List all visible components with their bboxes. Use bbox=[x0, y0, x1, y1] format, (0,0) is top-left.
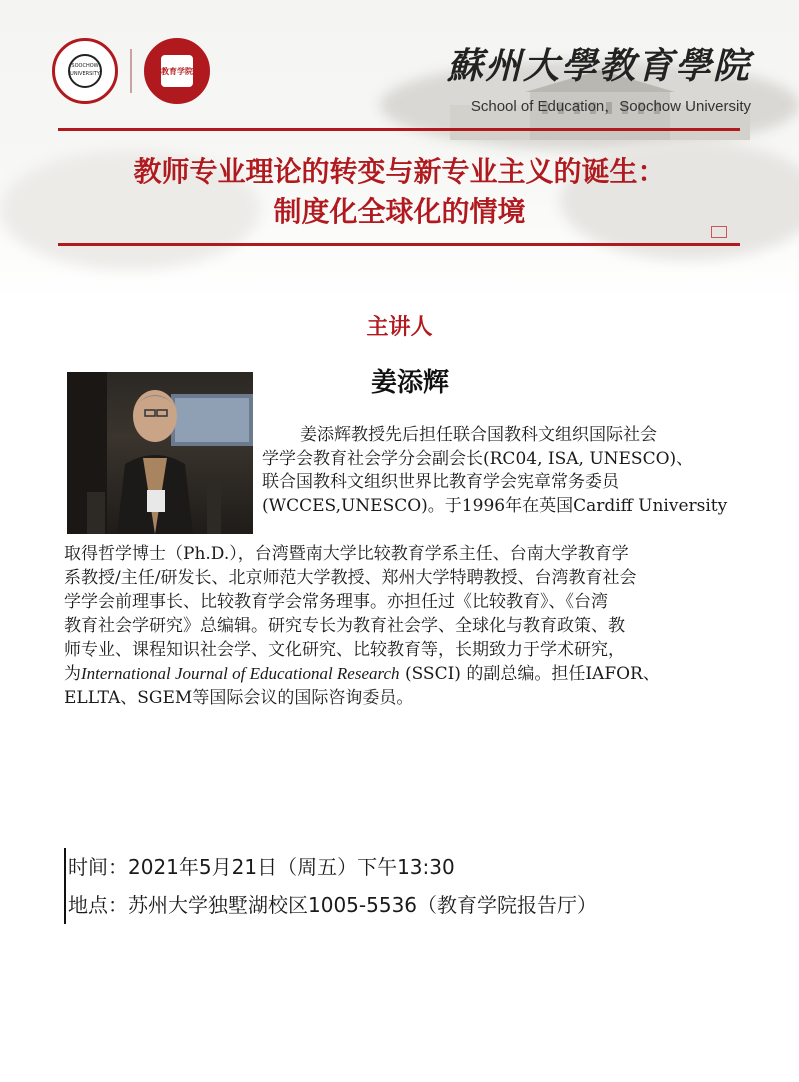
school-name-chinese: 蘇州大學教育學院 bbox=[446, 45, 751, 87]
speaker-name: 姜添辉 bbox=[370, 368, 449, 398]
journal-suffix: (SSCI) 的副总编。担任IAFOR、 bbox=[399, 664, 660, 684]
school-name-english: School of Education，Soochow University bbox=[470, 98, 751, 115]
logo2-core bbox=[161, 55, 193, 87]
bio-top-line-3: 联合国教科文组织世界比教育学会宪章常务委员 bbox=[262, 472, 619, 492]
bio-top-line-1-text: 姜添辉教授先后担任联合国教科文组织国际社会 bbox=[300, 425, 657, 445]
logo-group bbox=[52, 38, 210, 104]
header-banner bbox=[0, 0, 799, 300]
lecture-title-line1: 教师专业理论的转变与新专业主义的诞生： bbox=[133, 155, 666, 188]
logo-divider bbox=[130, 49, 132, 93]
bio-top-line-1 bbox=[262, 424, 762, 448]
school-name-block bbox=[447, 38, 751, 116]
bio-line-8: 教育社会学研究》总编辑。研究专长为教育社会学、全球化与教育政策、教 bbox=[64, 616, 625, 636]
logo2-text: 教育学院 bbox=[161, 66, 193, 76]
bio-line-7: 学学会前理事长、比较教育学会常务理事。亦担任过《比较教育》、《台湾 bbox=[64, 592, 608, 612]
title-top-rule bbox=[58, 128, 740, 131]
bio-rest-paragraph bbox=[64, 542, 764, 710]
lecture-title-line2: 制度化全球化的情境 bbox=[273, 195, 526, 228]
corner-stamp-icon bbox=[711, 226, 727, 238]
bio-line-11: ELLTA、SGEM等国际会议的国际咨询委员。 bbox=[64, 688, 414, 708]
bio-line-5: 取得哲学博士（Ph.D.），台湾暨南大学比较教育学系主任、台南大学教育学 bbox=[64, 544, 629, 564]
bio-top-line-4: (WCCES,UNESCO)。于1996年在英国Cardiff University bbox=[262, 495, 728, 516]
title-bottom-rule bbox=[58, 243, 740, 246]
event-info-block bbox=[64, 848, 597, 924]
school-of-education-logo bbox=[144, 38, 210, 104]
bio-line-9: 师专业、课程知识社会学、文化研究、比较教育等，长期致力于学术研究， bbox=[64, 640, 625, 660]
lecture-title bbox=[0, 152, 799, 232]
event-time: 时间：2021年5月21日（周五）下午13:30 bbox=[68, 855, 455, 879]
logo-core-text: SOOCHOW UNIVERSITY bbox=[68, 54, 102, 88]
bio-line-6: 系教授/主任/研发长、北京师范大学教授、郑州大学特聘教授、台湾教育社会 bbox=[64, 568, 637, 588]
bio-top-line-2: 学学会教育社会学分会副会长(RC04, ISA, UNESCO)、 bbox=[262, 448, 694, 469]
bio-top-paragraph bbox=[262, 424, 762, 518]
speaker-label: 主讲人 bbox=[366, 315, 433, 340]
soochow-university-logo bbox=[52, 38, 118, 104]
journal-prefix: 为 bbox=[64, 664, 81, 684]
journal-name: International Journal of Educational Research bbox=[81, 664, 400, 683]
event-location: 地点：苏州大学独墅湖校区1005-5536（教育学院报告厅） bbox=[68, 893, 598, 917]
bio-line-10 bbox=[64, 662, 764, 686]
